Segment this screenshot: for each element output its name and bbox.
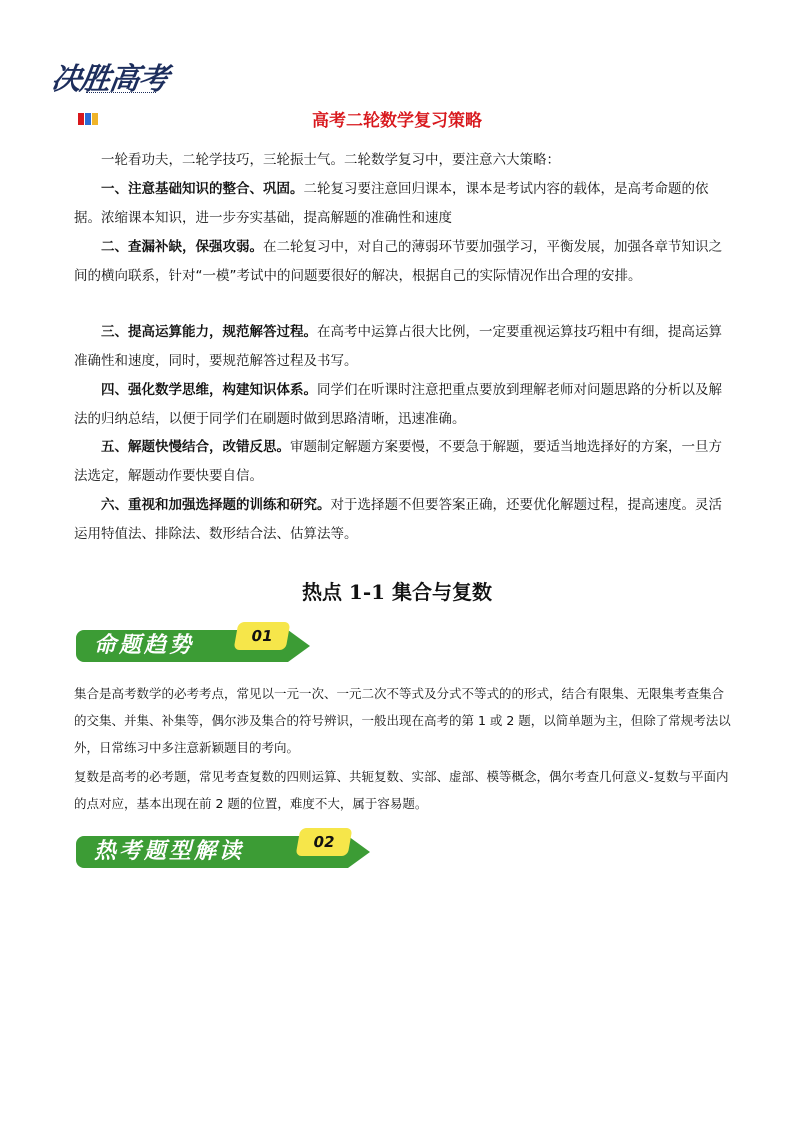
strategy-3-text: 在高考中运算占很大比例，一定要重视运算技巧粗中有细，提高运算准确性和速度，同时，要规范解答过程及书写。 [74,324,722,369]
banner-trend-label: 命题趋势 [94,633,195,658]
banner-question-types-badge: 02 [296,828,353,856]
banner-trend-badge: 01 [234,622,291,650]
logo-text: 决胜高考 [49,62,170,97]
strategy-6-text: 对于选择题不但要答案正确，还要优化解题过程，提高速度。灵活运用特值法、排除法、数形结合法、估算法等。 [74,497,722,542]
strategy-1 [74,175,734,233]
strategy-2-heading: 二、查漏补缺，保强攻弱。 [101,239,263,255]
strategy-2-text: 在二轮复习中，对自己的薄弱环节要加强学习，平衡发展，加强各章节知识之间的横向联系，针对“一模”考试中的问题要很好的解决，根据自己的实际情况作出合理的安排。 [74,239,722,284]
strategy-4-text: 同学们在听课时注意把重点要放到理解老师对问题思路的分析以及解法的归纳总结，以便于同学们在刷题时做到思路清晰，迅速准确。 [74,382,722,427]
strategy-4 [74,376,734,434]
strategy-2 [74,233,734,291]
strategy-5-text: 审题制定解题方案要慢，不要急于解题，要适当地选择好的方案，一旦方法选定，解题动作要快要自信。 [74,439,722,484]
trend-paragraph-1: 集合是高考数学的必考考点，常见以一元一次、一元二次不等式及分式不等式的的形式，结合有限集、无限集考查集合的交集、并集、补集等，偶尔涉及集合的符号辨识，一般出现在高考的第 1 或 2 题，以简单题为主，但除了常规考法以外，日常练习中多注意新颖题目的考向。 [74,686,731,755]
strategy-6-heading: 六、重视和加强选择题的训练和研究。 [101,497,331,513]
logo-divider [86,92,156,103]
trend-paragraph-2: 复数是高考的必考题，常见考查复数的四则运算、共轭复数、实部、虚部、模等概念，偶尔考查几何意义-复数与平面内的点对应，基本出现在前 2 题的位置，难度不大，属于容易题。 [74,769,729,811]
strategy-1-heading: 一、注意基础知识的整合、巩固。 [101,181,304,197]
intro-paragraph: 一轮看功夫，二轮学技巧，三轮振士气。二轮数学复习中，要注意六大策略： [101,152,560,168]
strategy-3-heading: 三、提高运算能力，规范解答过程。 [101,324,317,340]
banner-question-types [76,828,376,878]
document-title: 高考二轮数学复习策略 [312,111,482,131]
banner-question-types-label: 热考题型解读 [94,839,245,864]
strategy-1-text: 二轮复习要注意回归课本，课本是考试内容的载体，是高考命题的依据。浓缩课本知识，进一步夯实基础，提高解题的准确性和速度 [74,181,709,226]
strategy-3 [74,318,734,376]
section-title: 热点 1-1 集合与复数 [301,580,493,604]
strategy-5-heading: 五、解题快慢结合，改错反思。 [101,439,290,455]
strategy-4-heading: 四、强化数学思维，构建知识体系。 [101,382,317,398]
strategy-5 [74,433,734,491]
banner-trend [76,622,376,672]
strategy-6 [74,491,734,549]
